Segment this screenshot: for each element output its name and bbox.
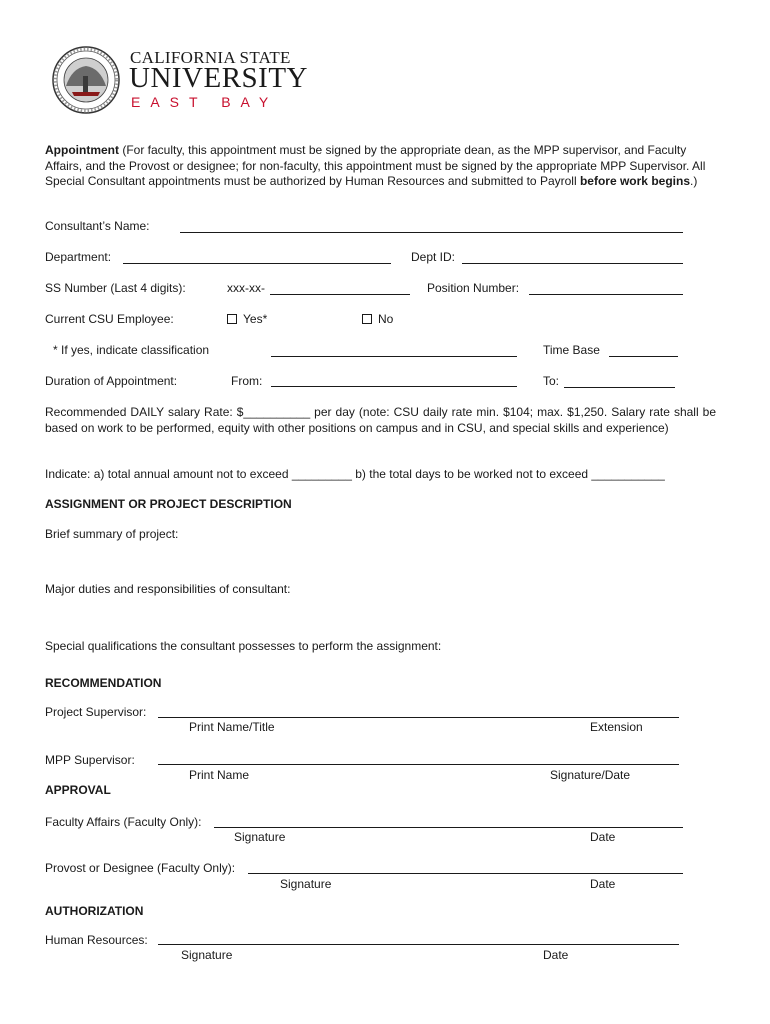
dept-id-label: Dept ID: [411, 250, 456, 264]
yes-option[interactable] [227, 312, 267, 326]
dept-id-field[interactable] [462, 263, 683, 264]
extension-caption: Extension [590, 720, 643, 734]
time-base-label: Time Base [543, 343, 600, 357]
indicate-text: Indicate: a) total annual amount not to exceed _________ b) the total days to be worked not to exceed ___________ [45, 467, 665, 481]
consultant-name-field[interactable] [180, 232, 683, 233]
faculty-affairs-signature-caption: Signature [234, 830, 286, 844]
logo-line-1: CALIFORNIA STATE [130, 48, 291, 67]
duration-label: Duration of Appointment: [45, 374, 178, 388]
position-number-label: Position Number: [427, 281, 520, 295]
print-name-title-caption: Print Name/Title [189, 720, 275, 734]
faculty-affairs-date-caption: Date [590, 830, 616, 844]
human-resources-label: Human Resources: [45, 933, 148, 947]
faculty-affairs-field[interactable] [214, 827, 683, 828]
to-field[interactable] [564, 387, 675, 388]
qualifications-label: Special qualifications the consultant possesses to perform the assignment: [45, 639, 442, 653]
ss-number-prefix: xxx-xx- [227, 281, 265, 295]
current-employee-label: Current CSU Employee: [45, 312, 174, 326]
ss-number-field[interactable] [270, 294, 410, 295]
intro-text-2: .) [690, 174, 698, 188]
position-number-field[interactable] [529, 294, 683, 295]
provost-signature-caption: Signature [280, 877, 332, 891]
mpp-supervisor-label: MPP Supervisor: [45, 753, 135, 767]
approval-heading: APPROVAL [45, 783, 111, 797]
authorization-heading: AUTHORIZATION [45, 904, 144, 918]
from-label: From: [231, 374, 263, 388]
mpp-supervisor-field[interactable] [158, 764, 679, 765]
project-summary-label: Brief summary of project: [45, 527, 179, 541]
time-base-field[interactable] [609, 356, 678, 357]
consultant-name-label: Consultant’s Name: [45, 219, 150, 233]
provost-field[interactable] [248, 873, 683, 874]
ss-number-label: SS Number (Last 4 digits): [45, 281, 186, 295]
provost-label: Provost or Designee (Faculty Only): [45, 861, 236, 875]
salary-paragraph: Recommended DAILY salary Rate: $__________ per day (note: CSU daily rate min. $104; max. $1,250. Salary rate shall be based on work to be performed, equity with other positions on campus and in CSU, and special skills and experience) [45, 405, 716, 435]
intro-bold-start: Appointment [45, 143, 119, 157]
duties-label: Major duties and responsibilities of consultant: [45, 582, 291, 596]
faculty-affairs-label: Faculty Affairs (Faculty Only): [45, 815, 202, 829]
yes-label: Yes* [243, 312, 268, 326]
no-checkbox[interactable] [362, 314, 372, 324]
from-field[interactable] [271, 386, 517, 387]
no-option[interactable] [362, 312, 393, 326]
signature-date-caption: Signature/Date [550, 768, 631, 782]
classification-label: * If yes, indicate classification [53, 343, 210, 357]
department-label: Department: [45, 250, 112, 264]
assignment-heading: ASSIGNMENT OR PROJECT DESCRIPTION [45, 497, 292, 511]
human-resources-field[interactable] [158, 944, 679, 945]
logo-line-2: UNIVERSITY [129, 62, 308, 94]
intro-bold-end: before work begins [579, 174, 690, 188]
to-label: To: [543, 374, 560, 388]
project-supervisor-field[interactable] [158, 717, 679, 718]
intro-paragraph [45, 143, 725, 190]
no-label: No [378, 312, 394, 326]
intro-text-1: (For faculty, this appointment must be signed by the appropriate dean, as the MPP supervisor, and Faculty Affairs, and the Provost or designee; for non-faculty, this appointment must be signed by the appropriate MPP Supervisor. All Special Consultant appointments must be authorized by Human Resources and submitted to Payroll [45, 143, 706, 188]
hr-date-caption: Date [543, 948, 569, 962]
hr-signature-caption: Signature [181, 948, 233, 962]
logo-line-3: EAST BAY [131, 94, 279, 110]
print-name-caption: Print Name [189, 768, 250, 782]
project-supervisor-label: Project Supervisor: [45, 705, 147, 719]
university-seal-logo [52, 46, 120, 114]
recommendation-heading: RECOMMENDATION [45, 676, 162, 690]
provost-date-caption: Date [590, 877, 616, 891]
yes-checkbox[interactable] [227, 314, 237, 324]
classification-field[interactable] [271, 356, 517, 357]
department-field[interactable] [123, 263, 391, 264]
